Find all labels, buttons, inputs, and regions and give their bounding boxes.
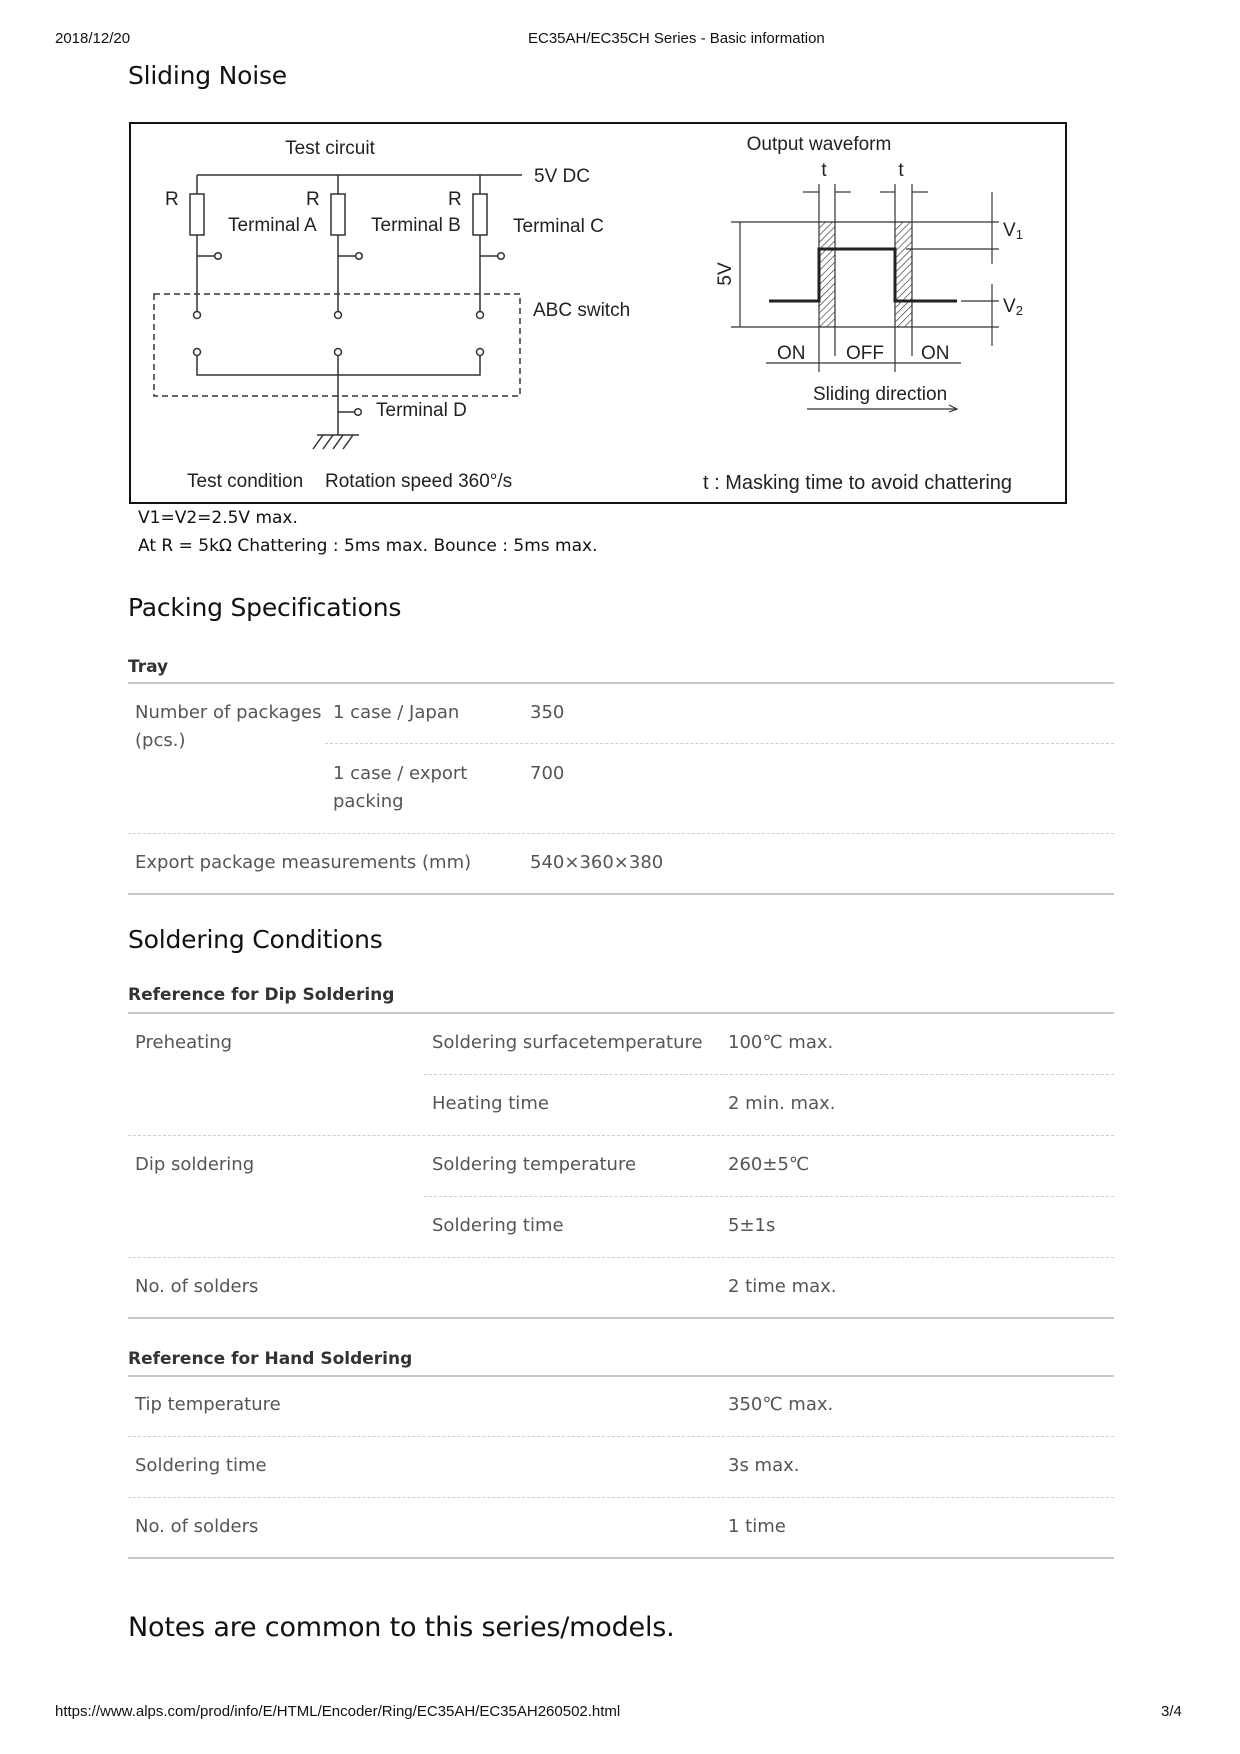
tray-row-label: 1 case / export packing bbox=[333, 763, 468, 812]
soldering-heading: Soldering Conditions bbox=[128, 925, 383, 954]
abc-switch-box bbox=[154, 294, 520, 396]
dip-row-label: Heating time bbox=[432, 1093, 549, 1114]
tray-row-value: 700 bbox=[530, 763, 565, 784]
v1-label: V1 bbox=[1003, 220, 1023, 242]
terminal-c-label: Terminal C bbox=[513, 216, 604, 237]
row-divider bbox=[128, 1436, 1114, 1437]
output-waveform-title: Output waveform bbox=[746, 134, 892, 155]
off-label: OFF bbox=[846, 343, 884, 364]
resistor-b-icon bbox=[331, 194, 345, 235]
resistor-c-icon bbox=[473, 194, 487, 235]
test-circuit-title: Test circuit bbox=[285, 138, 375, 159]
abc-switch-label: ABC switch bbox=[533, 300, 631, 321]
preheating-label: Preheating bbox=[135, 1032, 233, 1053]
chattering-note: At R = 5kΩ Chattering : 5ms max. Bounce : 5ms max. bbox=[138, 536, 598, 556]
dip-table-top-rule bbox=[128, 1012, 1114, 1014]
on-label-left: ON bbox=[777, 343, 806, 364]
output-waveform bbox=[703, 134, 1023, 494]
signal-trace bbox=[769, 249, 957, 301]
tray-row-value: 350 bbox=[530, 702, 565, 723]
supply-label: 5V DC bbox=[534, 166, 590, 187]
dip-row-label: Soldering time bbox=[432, 1215, 564, 1236]
hand-subheading: Reference for Hand Soldering bbox=[128, 1349, 413, 1369]
row-divider bbox=[325, 743, 1114, 744]
page-url: https://www.alps.com/prod/info/E/HTML/Encoder/Ring/EC35AH/EC35AH260502.html bbox=[55, 1703, 621, 1720]
dip-row-label: Soldering surfacetemperature bbox=[432, 1032, 703, 1053]
ground-icon bbox=[313, 435, 359, 449]
terminal-a-label: Terminal A bbox=[228, 215, 317, 236]
voltage-note: V1=V2=2.5V max. bbox=[138, 508, 298, 528]
hand-row-label: No. of solders bbox=[135, 1516, 259, 1537]
dip-row-value: 2 min. max. bbox=[728, 1093, 836, 1114]
t-label-left: t bbox=[821, 160, 827, 181]
masking-note: t : Masking time to avoid chattering bbox=[703, 472, 1013, 494]
test-circuit-and-waveform-figure bbox=[131, 124, 1069, 506]
row-divider bbox=[424, 1074, 1114, 1075]
dip-soldering-label: Dip soldering bbox=[135, 1154, 255, 1175]
hand-row-value: 350℃ max. bbox=[728, 1394, 834, 1415]
masking-region-right bbox=[895, 222, 912, 327]
row-divider bbox=[128, 833, 1114, 834]
row-divider bbox=[424, 1196, 1114, 1197]
v2-label: V2 bbox=[1003, 296, 1023, 318]
row-divider bbox=[128, 1497, 1114, 1498]
resistor-a-icon bbox=[190, 194, 204, 235]
tray-subheading: Tray bbox=[128, 657, 169, 677]
tray-row-label: 1 case / Japan bbox=[333, 702, 460, 723]
rotation-speed-label: Rotation speed 360°/s bbox=[325, 471, 513, 492]
no-of-solders-label: No. of solders bbox=[135, 1276, 259, 1297]
export-measurements-label: Export package measurements (mm) bbox=[135, 852, 472, 873]
test-circuit bbox=[154, 138, 590, 449]
resistor-c-label: R bbox=[448, 189, 462, 210]
no-of-solders-value: 2 time max. bbox=[728, 1276, 837, 1297]
notes-heading: Notes are common to this series/models. bbox=[128, 1612, 675, 1643]
print-date: 2018/12/20 bbox=[55, 30, 131, 47]
on-label-right: ON bbox=[921, 343, 950, 364]
dip-row-value: 5±1s bbox=[728, 1215, 776, 1236]
resistor-b-label: R bbox=[306, 189, 320, 210]
sliding-noise-heading: Sliding Noise bbox=[128, 61, 287, 90]
test-condition-label: Test condition bbox=[187, 471, 304, 492]
terminal-b-label: Terminal B bbox=[371, 215, 461, 236]
dip-subheading: Reference for Dip Soldering bbox=[128, 985, 395, 1005]
dip-table-bottom-rule bbox=[128, 1317, 1114, 1319]
hand-row-label: Soldering time bbox=[135, 1455, 267, 1476]
row-divider bbox=[128, 1135, 1114, 1136]
dip-row-value: 260±5℃ bbox=[728, 1154, 810, 1175]
sliding-noise-diagram bbox=[129, 122, 1067, 504]
hand-row-value: 3s max. bbox=[728, 1455, 800, 1476]
sliding-direction-label: Sliding direction bbox=[813, 384, 948, 405]
hand-table-bottom-rule bbox=[128, 1557, 1114, 1559]
tray-table-top-rule bbox=[128, 682, 1114, 684]
terminal-d-label: Terminal D bbox=[376, 400, 467, 421]
dip-row-label: Soldering temperature bbox=[432, 1154, 637, 1175]
tray-table-bottom-rule bbox=[128, 893, 1114, 895]
masking-region-left bbox=[819, 222, 835, 327]
hand-table-top-rule bbox=[128, 1375, 1114, 1377]
hand-row-value: 1 time bbox=[728, 1516, 786, 1537]
print-title: EC35AH/EC35CH Series - Basic information bbox=[528, 30, 825, 47]
circuit-labels bbox=[165, 189, 630, 492]
dip-row-value: 100℃ max. bbox=[728, 1032, 834, 1053]
t-label-right: t bbox=[898, 160, 904, 181]
hand-row-label: Tip temperature bbox=[135, 1394, 281, 1415]
number-of-packages-label: Number of packages (pcs.) bbox=[135, 702, 322, 751]
resistor-a-label: R bbox=[165, 189, 179, 210]
five-v-label: 5V bbox=[715, 262, 736, 286]
export-measurements-value: 540×360×380 bbox=[530, 852, 664, 873]
packing-heading: Packing Specifications bbox=[128, 593, 402, 622]
page-number: 3/4 bbox=[1161, 1703, 1182, 1720]
row-divider bbox=[128, 1257, 1114, 1258]
